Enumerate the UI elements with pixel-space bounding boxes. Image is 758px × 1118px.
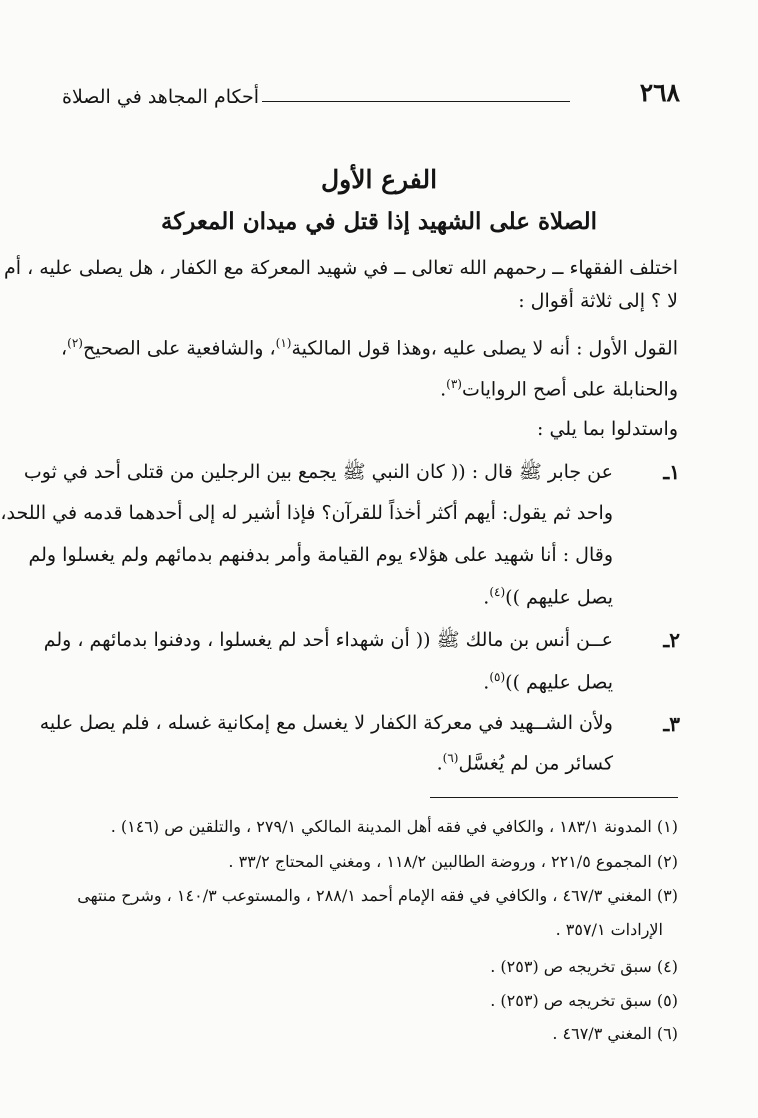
- opinion-line-1: [60, 336, 678, 359]
- opinion-text-e: .: [440, 378, 447, 401]
- footnote: (٤) سبق تخريجه ص (٢٥٣) .: [490, 957, 678, 976]
- evidence-number: ٢ـ: [663, 628, 680, 652]
- evidence-text: كسائر من لم يُغسَّل: [458, 752, 613, 775]
- intro-line-2: لا ؟ إلى ثلاثة أقوال :: [518, 290, 678, 312]
- evidence-line: واحد ثم يقول: أيهم أكثر أخذاً للقرآن؟ فإذا أشير له إلى أحدهما قدمه في اللحد،: [0, 502, 613, 524]
- page-number: ٢٦٨: [639, 78, 680, 107]
- evidence-text: يصل عليهم )): [505, 586, 613, 609]
- footnote-continuation: الإرادات ٣٥٧/١ .: [555, 920, 663, 939]
- evidence-number: ١ـ: [663, 460, 680, 484]
- footnote-rule: [430, 797, 678, 798]
- intro-line-1: اختلف الفقهاء ــ رحمهم الله تعالى ــ في شهيد المعركة مع الكفار ، هل يصلى عليه ، أم: [4, 257, 678, 279]
- opinion-text-b: ، والشافعية على الصحيح: [82, 337, 276, 360]
- footnote: (٦) المغني ٤٦٧/٣ .: [552, 1024, 678, 1043]
- evidence-text: يصل عليهم )): [505, 671, 613, 694]
- evidence-line: ولأن الشــهيد في معركة الكفار لا يغسل مع إمكانية غسله ، فلم يصل عليه: [39, 712, 613, 734]
- running-title: أحكام المجاهد في الصلاة: [62, 86, 260, 108]
- footnote: (٥) سبق تخريجه ص (٢٥٣) .: [490, 991, 678, 1010]
- footnote-ref-5: (٥): [489, 670, 506, 684]
- footnote: (١) المدونة ١٨٣/١ ، والكافي في فقه أهل المدينة المالكي ٢٧٩/١ ، والتلقين ص (١٤٦) .: [110, 817, 678, 836]
- footnote-ref-6: (٦): [442, 751, 459, 765]
- opinion-text-d: والحنابلة على أصح الروايات: [461, 378, 678, 401]
- evidence-line: عــن أنس بن مالك ﷺ (( أن شهداء أحد لم يغسلوا ، ودفنوا بدمائهم ، ولم: [43, 629, 613, 651]
- evidence-end: .: [436, 752, 443, 775]
- evidence-end: .: [483, 671, 490, 694]
- footnote-ref-2: (٢): [67, 336, 83, 350]
- section-heading: الفرع الأول: [320, 165, 438, 194]
- evidence-line-last: [62, 585, 613, 608]
- footnote: (٢) المجموع ٢٢١/٥ ، وروضة الطالبين ١١٨/٢ ، ومغني المحتاج ٣٣/٢ .: [228, 852, 678, 871]
- footnote-ref-4: (٤): [489, 585, 506, 599]
- footnote: (٣) المغني ٤٦٧/٣ ، والكافي في فقه الإمام أحمد ٢٨٨/١ ، والمستوعب ١٤٠/٣ ، وشرح منتهى: [77, 886, 678, 905]
- opinion-text-c: ،: [61, 337, 68, 360]
- opinion-text-a: القول الأول : أنه لا يصلى عليه ،وهذا قول المالكية: [291, 337, 678, 360]
- header-rule: [262, 101, 570, 102]
- evidence-line-last: [62, 751, 613, 774]
- opinion-line-2: [60, 377, 678, 400]
- evidence-line: وقال : أنا شهيد على هؤلاء يوم القيامة وأمر بدفنهم بدمائهم ولم يغسلوا ولم: [28, 544, 613, 566]
- footnote-ref-3: (٣): [446, 377, 462, 391]
- evidence-intro: واستدلوا بما يلي :: [537, 418, 678, 440]
- evidence-line-last: [62, 670, 613, 693]
- evidence-line: عن جابر ﷺ قال : (( كان النبي ﷺ يجمع بين الرجلين من قتلى أحد في ثوب: [23, 461, 613, 483]
- evidence-end: .: [483, 586, 490, 609]
- footnote-ref-1: (١): [275, 336, 292, 350]
- evidence-number: ٣ـ: [663, 712, 680, 736]
- chapter-heading: الصلاة على الشهيد إذا قتل في ميدان المعركة: [160, 208, 598, 235]
